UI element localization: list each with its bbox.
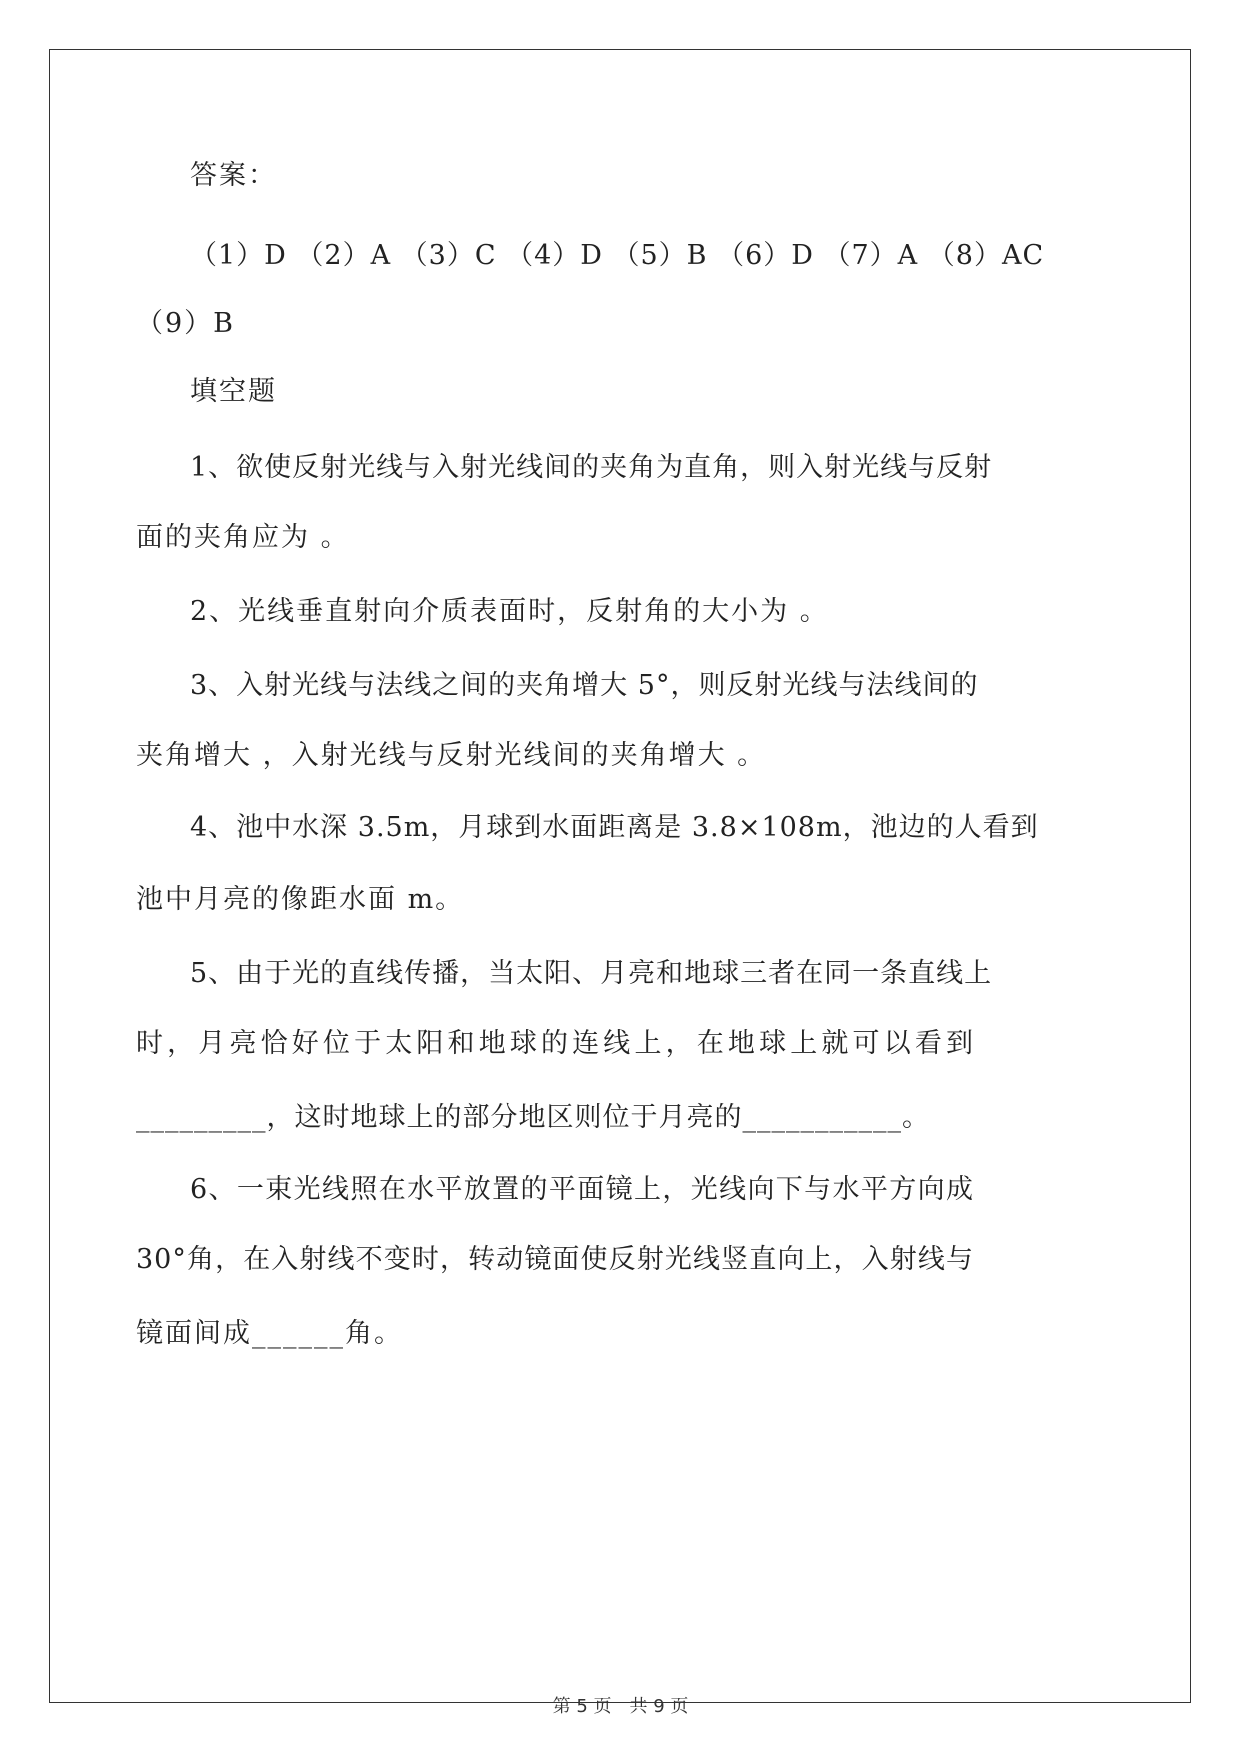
question-3-cont: 夹角增大 ，入射光线与反射光线间的夹角增大 。	[136, 740, 767, 771]
question-6-end: 镜面间成______角。	[136, 1318, 403, 1349]
question-6-cont: 30°角，在入射线不变时，转动镜面使反射光线竖直向上，入射线与	[136, 1244, 974, 1275]
question-5-blanks: _________，这时地球上的部分地区则位于月亮的___________。	[136, 1102, 930, 1133]
question-3: 3、入射光线与法线之间的夹角增大 5°，则反射光线与法线间的	[190, 670, 979, 701]
section-title: 填空题	[190, 376, 277, 407]
answer-heading: 答案：	[190, 160, 277, 191]
page-border	[49, 49, 1191, 1703]
question-4-cont: 池中月亮的像距水面 m。	[136, 884, 465, 915]
question-5-cont: 时，月亮恰好位于太阳和地球的连线上，在地球上就可以看到	[136, 1028, 974, 1059]
question-5: 5、由于光的直线传播，当太阳、月亮和地球三者在同一条直线上	[190, 958, 993, 989]
answer-list: （1）D （2）A （3）C （4）D （5）B （6）D （7）A （8）AC	[190, 240, 1045, 271]
page-number: 第 5 页 共 9 页	[552, 1696, 689, 1717]
question-2: 2、光线垂直射向介质表面时，反射角的大小为 。	[190, 596, 829, 627]
answer-list-cont: （9）B	[136, 308, 236, 339]
question-1: 1、欲使反射光线与入射光线间的夹角为直角，则入射光线与反射	[190, 452, 993, 483]
question-4: 4、池中水深 3.5m，月球到水面距离是 3.8×108m，池边的人看到	[190, 812, 1039, 843]
question-1-cont: 面的夹角应为 。	[136, 522, 350, 553]
question-6: 6、一束光线照在水平放置的平面镜上，光线向下与水平方向成	[190, 1174, 974, 1205]
